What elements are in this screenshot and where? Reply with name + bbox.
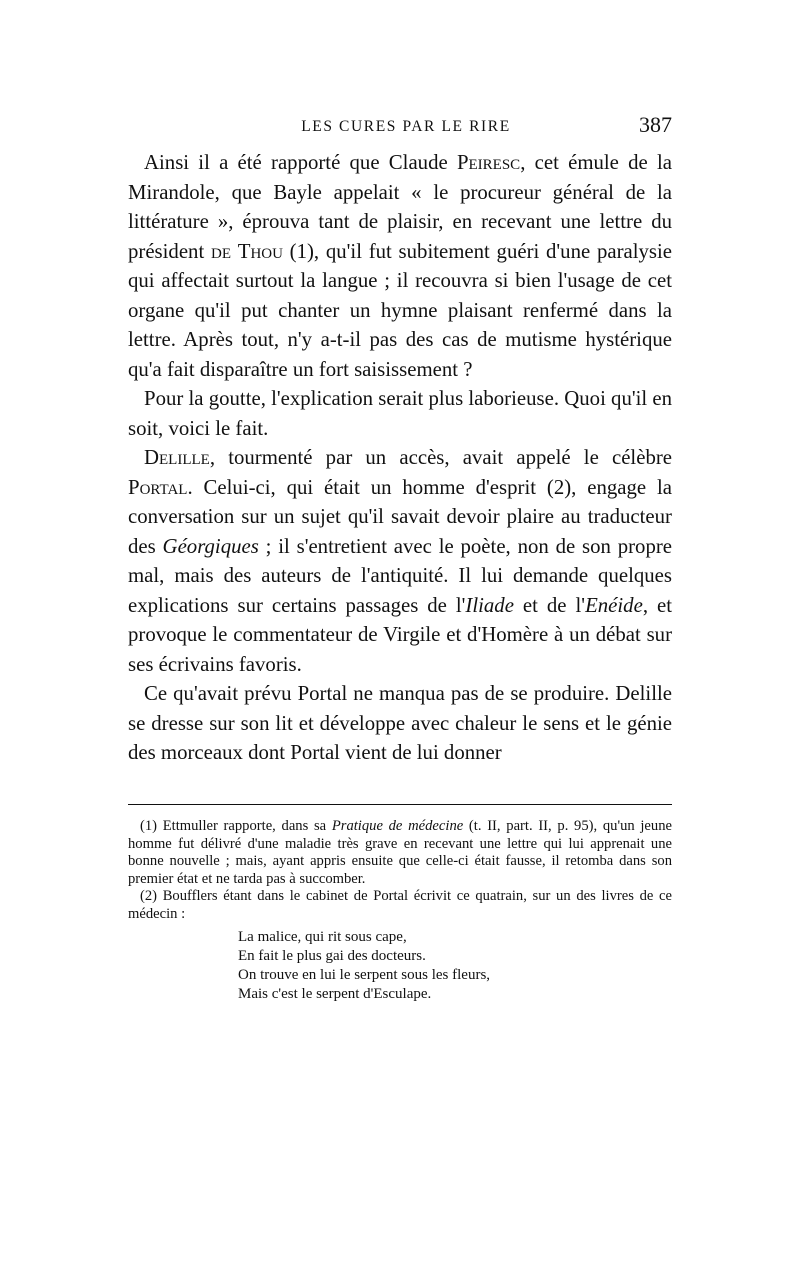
- verse-line: La malice, qui rit sous cape,: [238, 928, 407, 945]
- running-title: LES CURES PAR LE RIRE: [301, 118, 511, 135]
- title-pratique-de-medecine: Pratique de médecine: [331, 818, 464, 834]
- footnotes: [128, 818, 672, 1004]
- paragraph-3: Delille, tourmenté par un accès, avait appelé le célèbre Portal. Celui-ci, qui était un homme d'esprit (2), engage la conversation sur un sujet qu'il savait devoir plaire au traducteur des Géorgiques ; il s'entretient avec le poète, non de son propre mal, mais des auteurs de l'antiquité. Il lui demande quelques explications sur certains passages de l'Iliade et de l'Enéide, et provoque le commentateur de Virgile et d'Homère à un débat sur ses écrivains favoris.: [128, 446, 673, 676]
- verse-line: Mais c'est le serpent d'Esculape.: [238, 985, 432, 1002]
- name-delille: Delille: [144, 446, 210, 469]
- paragraph-4: Ce qu'avait prévu Portal ne manqua pas de se produire. Delille se dresse sur son lit et développe avec chaleur le sens et le génie des morceaux dont Portal vient de lui donner: [128, 682, 672, 764]
- footnote-rule: [128, 804, 672, 805]
- running-head: [128, 112, 672, 142]
- title-georgiques: Géorgiques: [162, 534, 259, 558]
- name-portal: Portal: [128, 475, 188, 499]
- verse-line: On trouve en lui le serpent sous les fleurs,: [238, 966, 491, 983]
- footnote-1: (1) Ettmuller rapporte, dans sa Pratique de médecine (t. II, part. II, p. 95), qu'un jeune homme fut délivré d'une maladie très grave en recevant une lettre qui lui apprenait une bonne nouvelle ; mais, ayant appris ensuite que celle-ci était fausse, il retomba dans son premier état et ne tarda pas à succomber.: [128, 818, 672, 887]
- page-number: 387: [639, 112, 672, 137]
- quatrain: [238, 928, 672, 1004]
- title-iliade: Iliade: [465, 593, 514, 617]
- name-peiresc: Peiresc: [456, 151, 521, 174]
- title-eneide: Enéide: [585, 593, 643, 617]
- paragraph-1: Ainsi il a été rapporté que Claude Peiresc, cet émule de la Mirandole, que Bayle appelait « le procureur général de la littérature », éprouva tant de plaisir, en recevant une lettre du président de Thou (1), qu'il fut subitement guéri d'une paralysie qui affectait surtout la langue ; il recouvra si bien l'usage de cet organe qu'il put chanter un hymne plaisant renfermé dans la lettre. Après tout, n'y a-t-il pas des cas de mutisme hystérique qu'a fait disparaître un fort saisissement ?: [128, 151, 673, 381]
- body-text: [128, 148, 672, 768]
- name-thou: Thou: [237, 239, 283, 263]
- verse-line: En fait le plus gai des docteurs.: [238, 947, 426, 964]
- paragraph-2: Pour la goutte, l'explication serait plus laborieuse. Quoi qu'il en soit, voici le fait.: [128, 387, 672, 440]
- footnote-2: (2) Boufflers étant dans le cabinet de Portal écrivit ce quatrain, sur un des livres de ce médecin :: [128, 888, 672, 922]
